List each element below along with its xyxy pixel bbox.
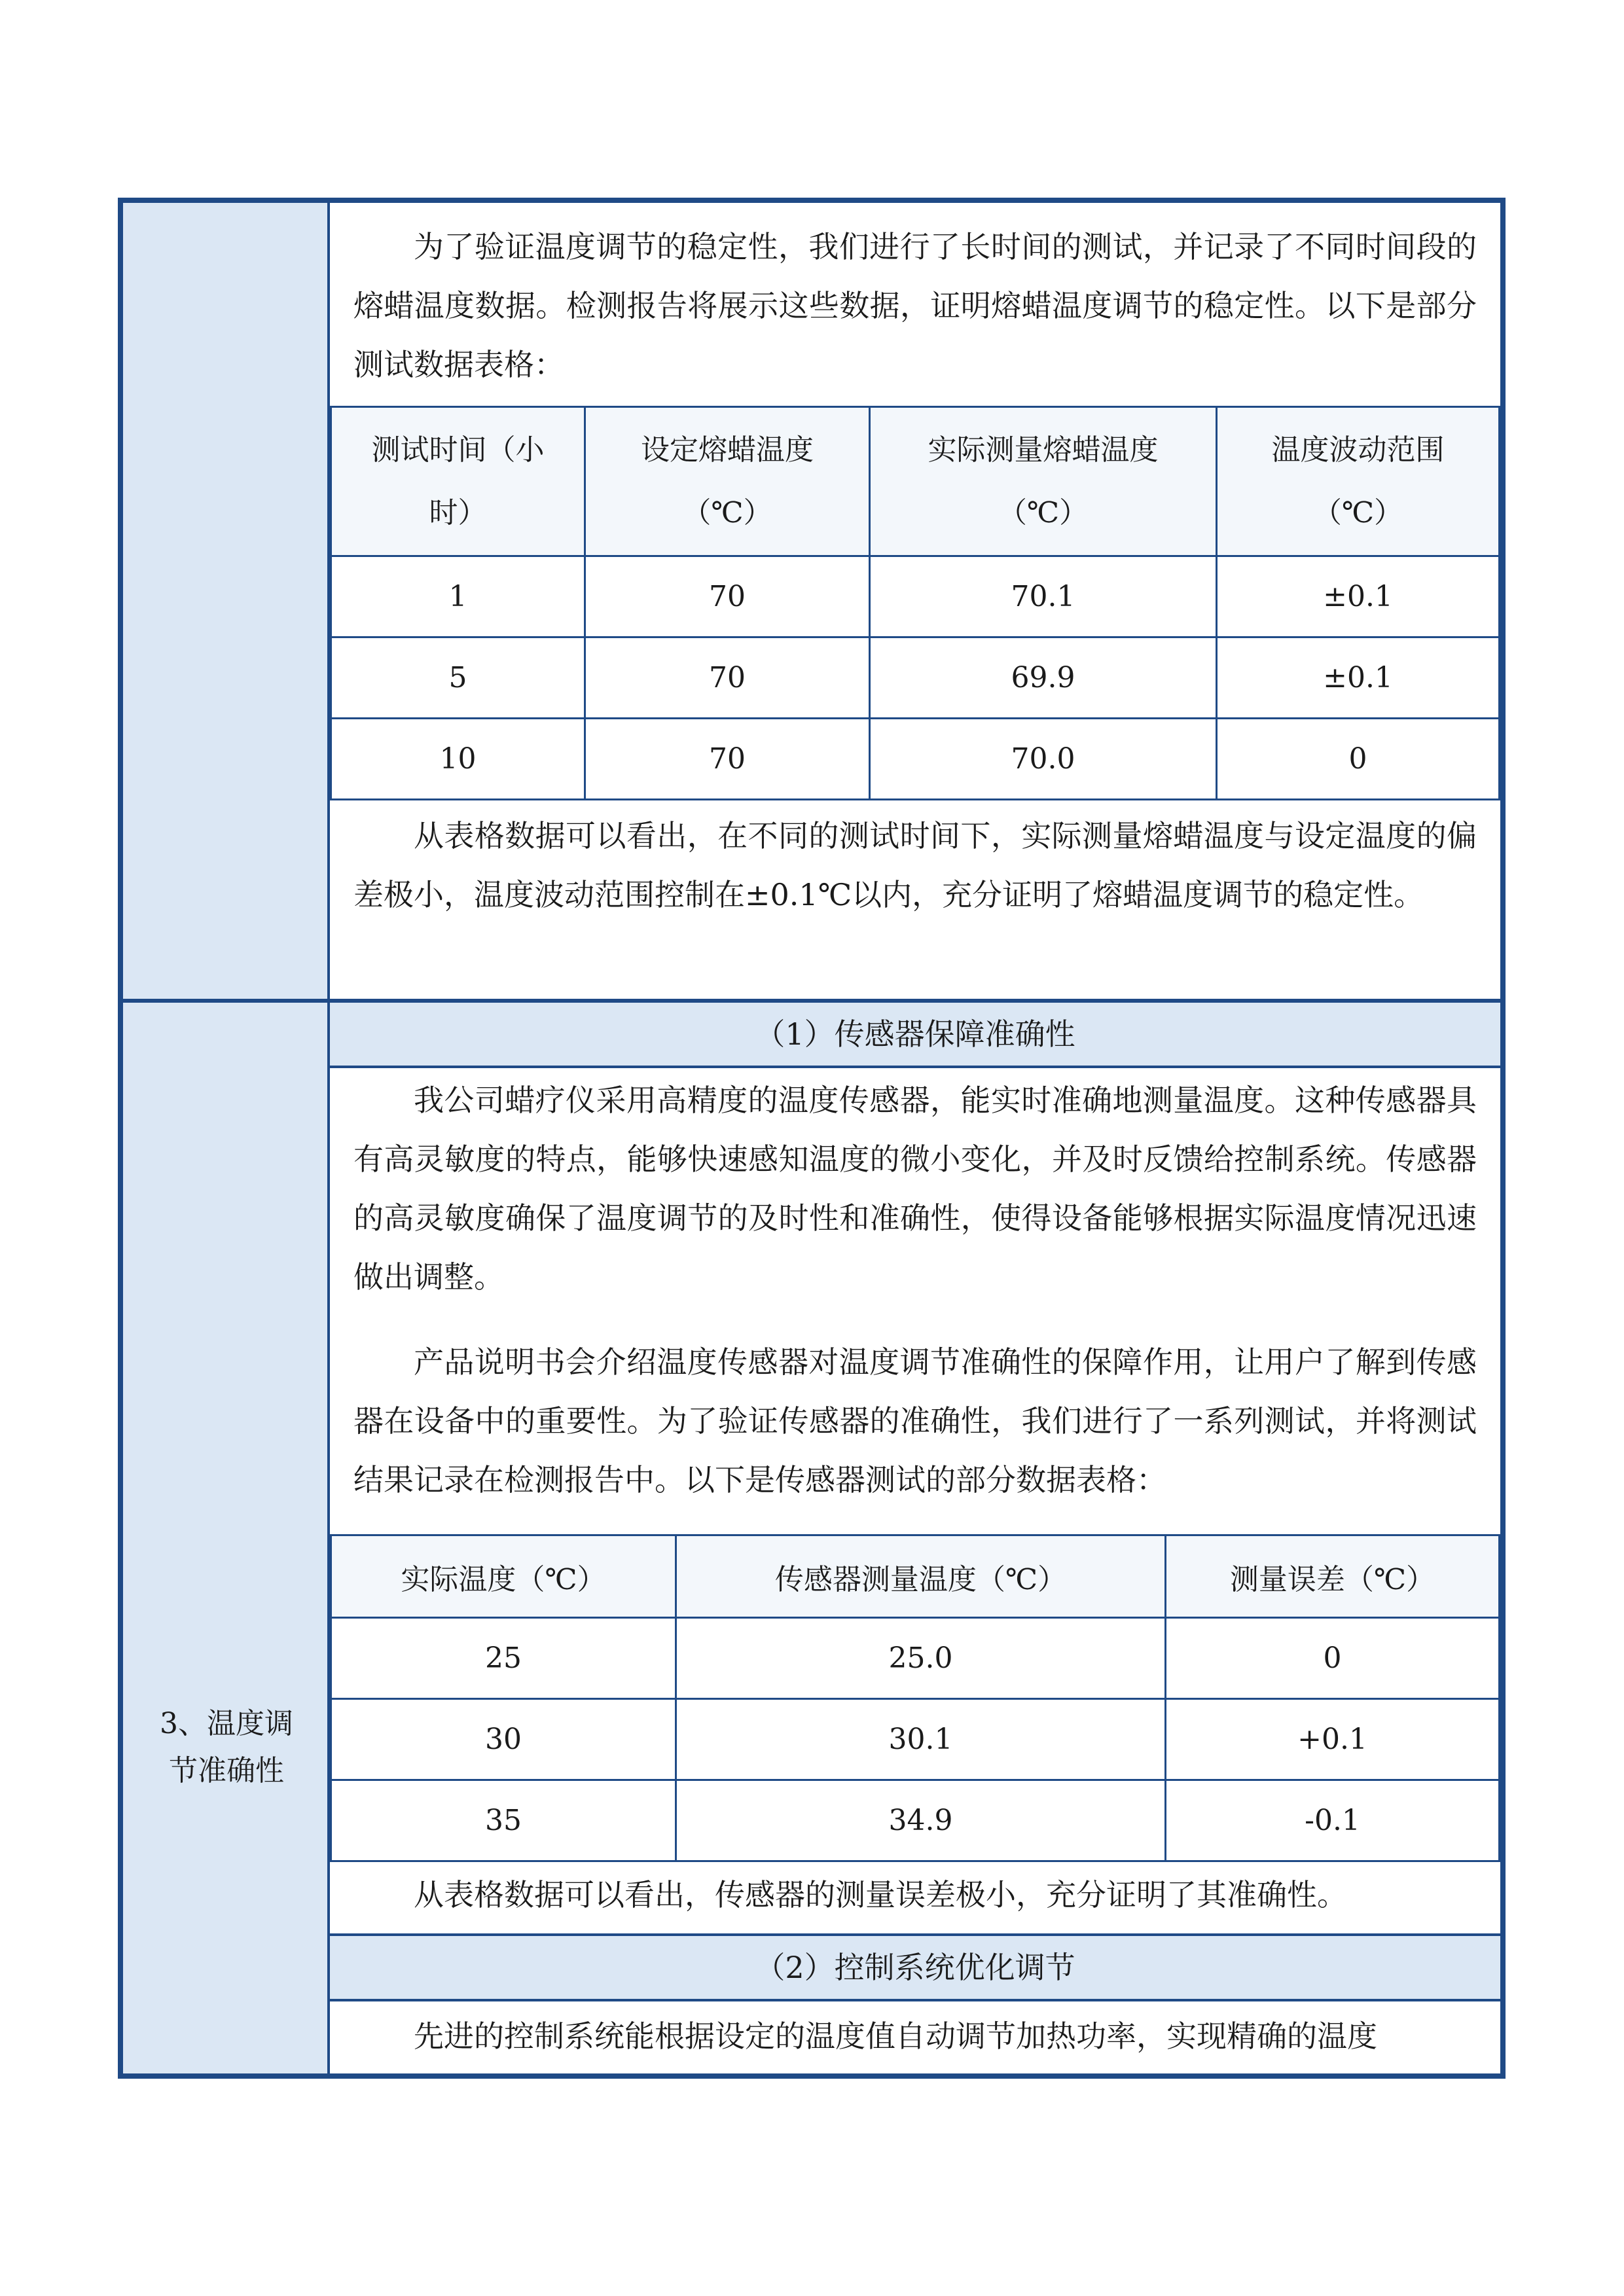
header-cell: 实际测量熔蜡温度 （℃） <box>870 407 1217 556</box>
table-cell: 34.9 <box>676 1780 1166 1861</box>
table-cell: 70 <box>585 637 870 719</box>
sensor-paragraph-1: 我公司蜡疗仪采用高精度的温度传感器，能实时准确地测量温度。这种传感器具有高灵敏度的特点，能够快速感知温度的微小变化，并及时反馈给控制系统。传感器的高灵敏度确保了温度调节的及时性和准确性，使得设备能够根据实际温度情况迅速做出调整。 <box>353 1083 1477 1295</box>
sensor-table-header <box>331 1535 1500 1618</box>
table-row <box>331 1780 1500 1861</box>
table-cell: 10 <box>331 719 585 800</box>
sensor-paragraph-2: 产品说明书会介绍温度传感器对温度调节准确性的保障作用，让用户了解到传感器在设备中的重要性。为了验证传感器的准确性，我们进行了一系列测试，并将测试结果记录在检测报告中。以下是传感器测试的部分数据表格： <box>353 1344 1477 1498</box>
subsection-1-title: （1）传感器保障准确性 <box>330 1003 1500 1066</box>
divider-line <box>330 1999 1500 2001</box>
header-cell: 设定熔蜡温度 （℃） <box>585 407 870 556</box>
table-row <box>331 637 1500 719</box>
stability-conclusion: 从表格数据可以看出，在不同的测试时间下，实际测量熔蜡温度与设定温度的偏差极小，温度波动范围控制在±0.1℃以内，充分证明了熔蜡温度调节的稳定性。 <box>353 818 1477 912</box>
right-content-column <box>330 203 1500 2073</box>
table-row <box>331 1618 1500 1699</box>
table-cell: 70.0 <box>870 719 1217 800</box>
section3-label-line2: 节准确性 <box>169 1754 284 1787</box>
control-system-paragraph: 先进的控制系统能根据设定的温度值自动调节加热功率，实现精确的温度 <box>414 2018 1377 2054</box>
table-cell: 35 <box>331 1780 676 1861</box>
header-cell: 传感器测量温度（℃） <box>676 1535 1166 1618</box>
content-table <box>118 198 1506 2079</box>
table-cell: 5 <box>331 637 585 719</box>
table-cell: 70 <box>585 719 870 800</box>
sensor-conclusion: 从表格数据可以看出，传感器的测量误差极小，充分证明了其准确性。 <box>414 1877 1347 1912</box>
header-cell: 测试时间（小 时） <box>331 407 585 556</box>
stability-table-header <box>331 407 1500 556</box>
header-cell: 温度波动范围 （℃） <box>1217 407 1500 556</box>
section3-label <box>123 1700 330 1795</box>
table-cell: 0 <box>1217 719 1500 800</box>
stability-intro: 为了验证温度调节的稳定性，我们进行了长时间的测试，并记录了不同时间段的熔蜡温度数据。检测报告将展示这些数据，证明熔蜡温度调节的稳定性。以下是部分测试数据表格： <box>353 229 1477 382</box>
left-label-column <box>123 203 330 2073</box>
table-cell: 30.1 <box>676 1699 1166 1780</box>
header-cell: 实际温度（℃） <box>331 1535 676 1618</box>
table-cell: 25.0 <box>676 1618 1166 1699</box>
table-row <box>331 1699 1500 1780</box>
table-cell: 70 <box>585 556 870 637</box>
header-cell: 测量误差（℃） <box>1166 1535 1500 1618</box>
section3-label-line1: 3、温度调 <box>160 1707 293 1740</box>
table-row <box>331 556 1500 637</box>
table-cell: 70.1 <box>870 556 1217 637</box>
table-cell: ±0.1 <box>1217 637 1500 719</box>
table-cell: -0.1 <box>1166 1780 1500 1861</box>
row-divider <box>123 999 330 1003</box>
table-row <box>331 719 1500 800</box>
table-cell: ±0.1 <box>1217 556 1500 637</box>
table-cell: +0.1 <box>1166 1699 1500 1780</box>
table-cell: 69.9 <box>870 637 1217 719</box>
sensor-table <box>330 1534 1500 1862</box>
table-cell: 30 <box>331 1699 676 1780</box>
table-cell: 25 <box>331 1618 676 1699</box>
table-cell: 0 <box>1166 1618 1500 1699</box>
stability-table <box>330 406 1500 800</box>
table-cell: 1 <box>331 556 585 637</box>
subsection-2-title: （2）控制系统优化调节 <box>330 1936 1500 1999</box>
divider-line <box>330 1066 1500 1068</box>
